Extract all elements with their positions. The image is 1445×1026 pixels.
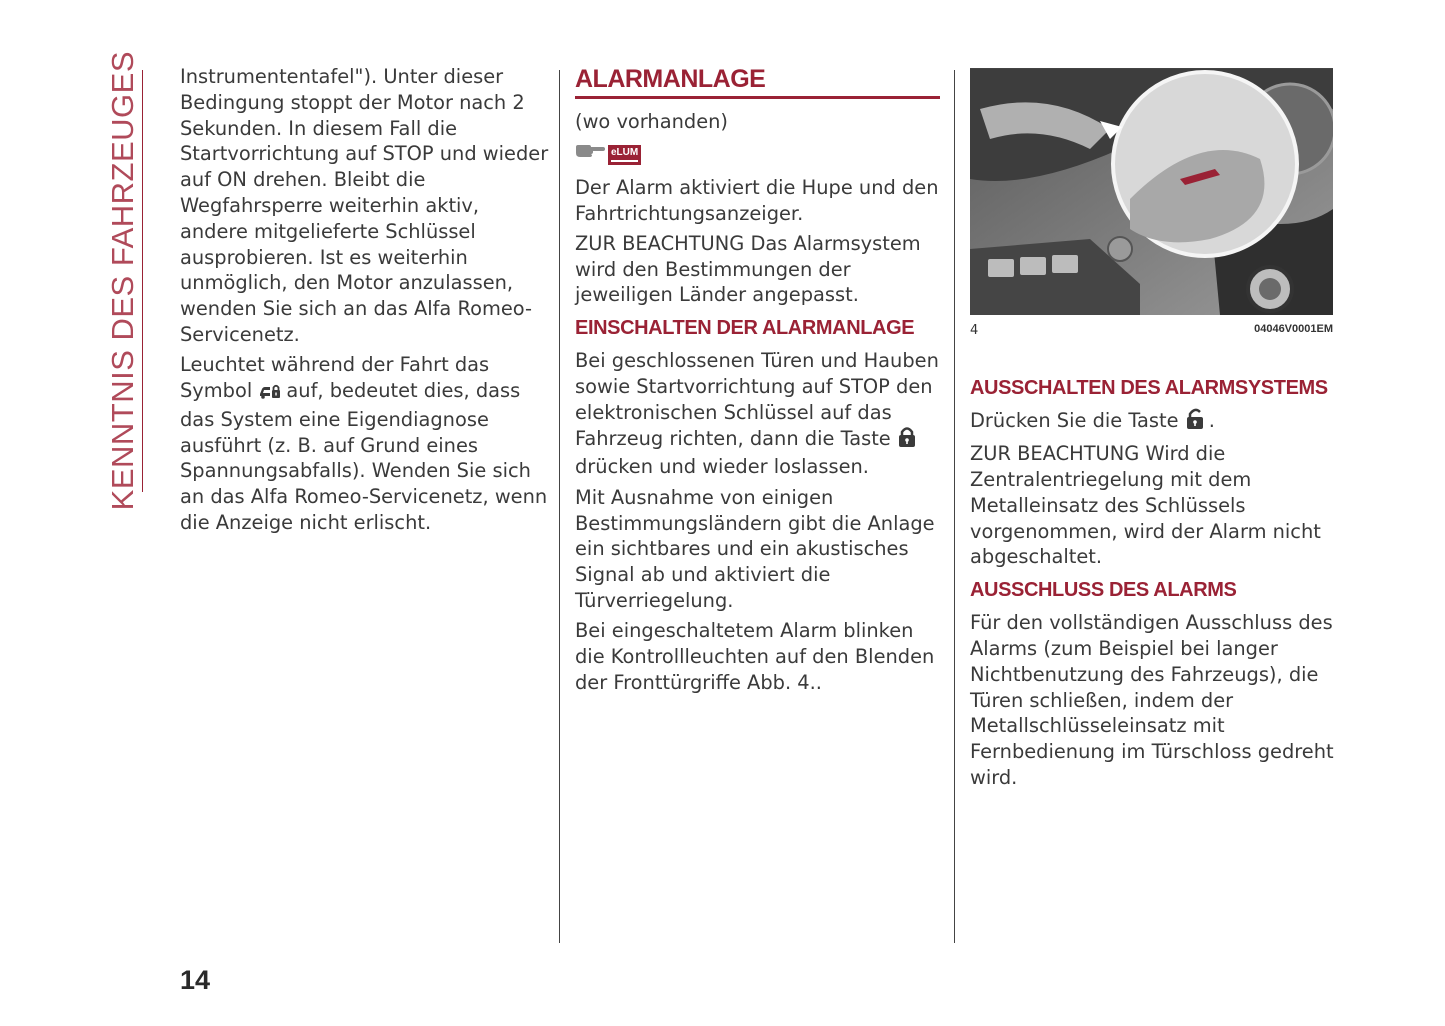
exclude-alarm-heading: AUSSCHLUSS DES ALARMS	[970, 579, 1237, 602]
col2-paragraph-3a: Bei geschlossenen Türen und Hauben sowie Startvorrichtung auf STOP den elektronischen Schlüssel auf das Fahrzeug richten, dann die Taste	[575, 349, 939, 450]
pointing-hand-icon	[575, 141, 605, 168]
col1-paragraph-1: Instrumententafel"). Unter dieser Bedingung stoppt der Motor nach 2 Sekunden. In diesem Fall die Startvorrichtung auf STOP und wieder auf ON drehen. Bleibt die Wegfahrsperre weiterhin aktiv, andere mitgelieferte Schlüssel ausprobieren. Ist es weiterhin unmöglich, den Motor anzulassen, wenden Sie sich an das Alfa Romeo-Servicenetz.	[180, 65, 549, 346]
col1-paragraph-2a: Leuchtet während der Fahrt das Symbol	[180, 353, 490, 403]
elum-marker	[575, 141, 940, 169]
door-handle-figure	[970, 68, 1333, 315]
col3-paragraph-1	[970, 408, 1335, 437]
lock-icon	[897, 426, 917, 455]
page-number: 14	[180, 965, 211, 995]
col3-paragraph-2: ZUR BEACHTUNG Wird die Zentralentriegelung mit dem Metalleinsatz des Schlüssels vorgenommen, wird der Alarm nicht abgeschaltet.	[970, 442, 1321, 569]
activate-alarm-heading: EINSCHALTEN DER ALARMANLAGE	[575, 317, 915, 340]
column-3	[970, 368, 1335, 795]
col2-paragraph-5: Bei eingeschaltetem Alarm blinken die Kontrollleuchten auf den Blenden der Fronttürgriffe Abb. 4..	[575, 619, 935, 694]
unlock-icon	[1185, 408, 1205, 437]
col2-paragraph-2: ZUR BEACHTUNG Das Alarmsystem wird den Bestimmungen der jeweiligen Länder angepasst.	[575, 231, 921, 307]
column-divider-1	[559, 70, 560, 943]
col3-paragraph-3: Für den vollständigen Ausschluss des Alarms (zum Beispiel bei langer Nichtbenutzung des Fahrzeugs), die Türen schließen, indem der Metallschlüsseleinsatz mit Fernbedienung im Türschloss gedreht wird.	[970, 611, 1334, 790]
col2-paragraph-3b: drücken und wieder loslassen.	[575, 455, 869, 479]
deactivate-alarm-heading: AUSSCHALTEN DES ALARMSYSTEMS	[970, 377, 1328, 399]
col1-paragraph-2	[180, 352, 550, 536]
alarm-heading: ALARMANLAGE	[575, 64, 940, 99]
availability-note: (wo vorhanden)	[575, 110, 728, 133]
col2-paragraph-4: Mit Ausnahme von einigen Bestimmungsländern gibt die Anlage ein sichtbares und ein akustisches Signal ab und aktiviert die Türverriegelung.	[575, 485, 935, 612]
side-section-title-text: KENNTNIS DES FAHRZEUGES	[104, 51, 140, 511]
elum-badge: eLUM	[608, 145, 641, 165]
col2-paragraph-3	[575, 348, 940, 480]
figure-caption	[970, 323, 1333, 341]
col3-paragraph-1a: Drücken Sie die Taste	[970, 409, 1179, 432]
column-2	[575, 64, 940, 700]
col2-paragraph-1: Der Alarm aktiviert die Hupe und den Fahrtrichtungsanzeiger.	[575, 175, 939, 225]
figure-code: 04046V0001EM	[1254, 323, 1333, 335]
col3-paragraph-1b: .	[1208, 409, 1215, 432]
figure-number: 4	[970, 323, 979, 338]
car-key-warning-icon	[258, 381, 282, 407]
column-divider-2	[954, 70, 955, 943]
col1-paragraph-2b: auf, bedeutet dies, dass das System eine Eigendiagnose ausführt (z. B. auf Grund eines Spannungsabfalls). Wenden Sie sich an das Alfa Romeo-Servicenetz, wenn die Anzeige nicht erlischt.	[180, 379, 548, 535]
side-section-title	[103, 51, 143, 511]
column-1	[180, 64, 550, 540]
